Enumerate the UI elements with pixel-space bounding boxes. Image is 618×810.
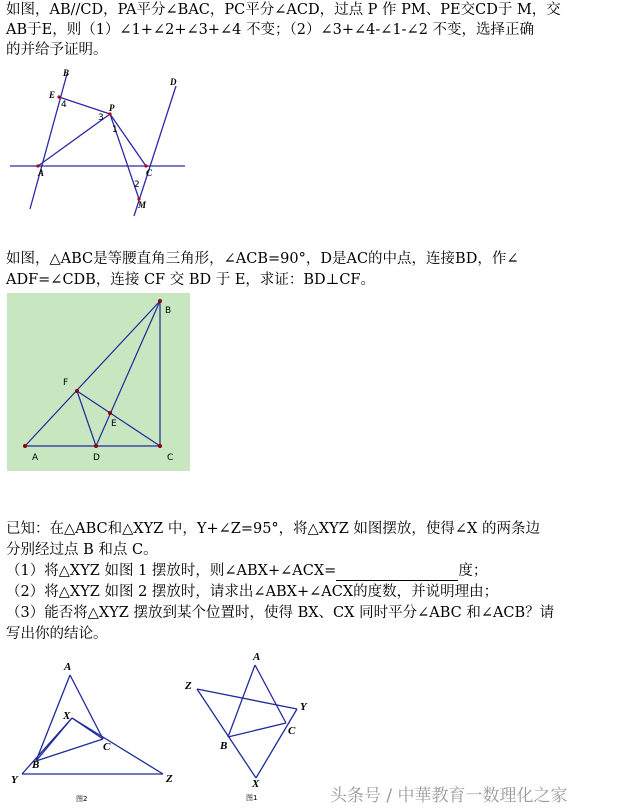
fig3-left-label-X: X — [63, 710, 71, 722]
fig3-left-label-B: B — [32, 759, 40, 771]
problem3-intro-2: 分别经过点 B 和点 C。 — [6, 542, 158, 558]
answer-blank — [336, 566, 458, 581]
fig2-label-A: A — [32, 453, 39, 463]
fig2-label-E: E — [111, 419, 117, 429]
fig2-label-C: C — [167, 453, 174, 463]
problem3-q3-line-2: 写出你的结论。 — [6, 626, 108, 642]
problem2-line-2: ADF=∠CDB，连接 CF 交 BD 于 E，求证：BD⊥CF。 — [6, 272, 375, 288]
fig3-right-label-B: B — [220, 740, 228, 752]
problem3-intro-1: 已知：在△ABC和△XYZ 中，Y+∠Z=95°，将△XYZ 如图摆放，使得∠X 的两条边 — [6, 521, 540, 537]
fig3-right-label-C: C — [288, 725, 296, 737]
fig3-right-label-X: X — [252, 778, 260, 790]
fig3-left-label-A: A — [64, 661, 72, 673]
fig3-left-label-Y: Y — [11, 774, 18, 786]
problem3-q3-line-1: （3）能否将△XYZ 摆放到某个位置时，使得 BX、CX 同时平分∠ABC 和∠ACB？请 — [6, 605, 555, 621]
problem1-figure — [0, 64, 200, 224]
fig1-label-B: B — [63, 68, 70, 78]
problem3-q1 — [6, 561, 487, 581]
fig3-left-label-C: C — [103, 741, 111, 753]
fig2-label-F: F — [63, 378, 69, 388]
problem3-figure-right — [180, 645, 320, 810]
fig2-label-D: D — [93, 453, 100, 463]
fig1-label-M: M — [138, 200, 147, 210]
fig3-right-label-Z: Z — [185, 680, 192, 692]
problem1-line-2: AB于E，则（1）∠1+∠2+∠3+∠4 不变；（2）∠3+∠4-∠1-∠2 不变，选择正确 — [6, 22, 535, 38]
fig1-angle-1: 1 — [112, 125, 118, 135]
problem2-figure — [7, 293, 190, 471]
fig3-right-label-A: A — [253, 651, 261, 663]
fig1-angle-4: 4 — [61, 100, 67, 110]
fig3-left-caption: 图2 — [76, 795, 88, 803]
fig3-right-caption: 图1 — [246, 794, 258, 802]
problem3-figure-left — [0, 655, 190, 810]
problem3-q1-unit: 度； — [458, 563, 488, 579]
fig1-angle-2: 2 — [134, 180, 140, 190]
fig1-label-D: D — [170, 77, 177, 87]
fig1-label-E: E — [49, 90, 56, 100]
fig2-label-B: B — [165, 306, 172, 316]
problem2-line-1: 如图，△ABC是等腰直角三角形，∠ACB=90°，D是AC的中点，连接BD，作∠ — [6, 251, 519, 267]
fig1-label-P: P — [109, 103, 115, 113]
fig3-left-label-Z: Z — [166, 773, 173, 785]
watermark: 头条号 / 中華教育一数理化之家 — [330, 786, 568, 806]
problem3-q2: （2）将△XYZ 如图 2 摆放时，请求出∠ABX+∠ACX的度数，并说明理由； — [6, 584, 499, 600]
problem3-q1-text: （1）将△XYZ 如图 1 摆放时，则∠ABX+∠ACX= — [6, 563, 337, 579]
fig1-label-A: A — [38, 168, 45, 178]
fig3-right-label-Y: Y — [300, 701, 307, 713]
fig1-angle-3: 3 — [98, 113, 104, 123]
problem1-line-1: 如图，AB//CD，PA平分∠BAC，PC平分∠ACD，过点 P 作 PM、PE交CD于 M，交 — [6, 2, 561, 18]
fig1-label-C: C — [146, 168, 153, 178]
problem1-line-3: 的并给予证明。 — [6, 42, 108, 58]
